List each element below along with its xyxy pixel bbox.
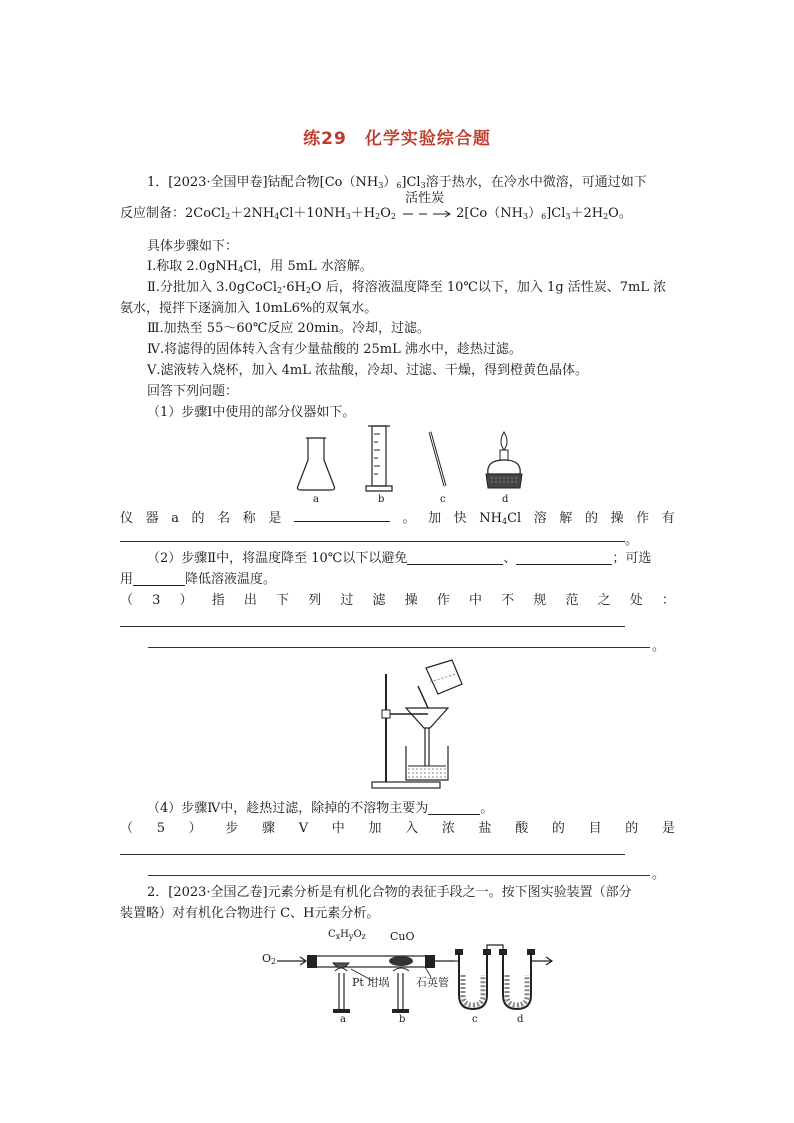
- beaker-icon: [406, 746, 448, 780]
- q2-line1: 2．[2023·全国乙卷]元素分析是有机化合物的表征手段之一。按下图实验装置（部分: [147, 885, 632, 900]
- answer-blank-avoid-2[interactable]: [516, 551, 612, 565]
- label-b: b: [378, 494, 385, 505]
- answer-heading: 回答下列问题：: [147, 384, 239, 399]
- answer-line[interactable]: [120, 854, 625, 855]
- step-1: Ⅰ.称取 2.0gNH$_4$Cl，用 5mL 水溶解。: [147, 259, 373, 274]
- graduated-cylinder-icon: [366, 426, 392, 491]
- catalyst-label: 活性炭: [405, 191, 445, 206]
- u-tube-d-icon: [487, 945, 552, 1009]
- quartz-tube-label: 石英管: [416, 976, 449, 989]
- answer-blank-insoluble[interactable]: [428, 801, 480, 815]
- label-b: b: [399, 1014, 406, 1025]
- arrow-icon: [403, 209, 453, 219]
- period: 。: [652, 867, 666, 882]
- label-c: c: [472, 1014, 478, 1025]
- glass-rod-icon: [430, 432, 445, 486]
- q1-part2-cont: 用 降低溶液温度。: [120, 572, 277, 587]
- answer-blank-avoid-1[interactable]: [407, 551, 503, 565]
- q1-part1: （1）步骤Ⅰ中使用的部分仪器如下。: [147, 405, 356, 420]
- q1-part3: （ 3 ） 指 出 下 列 过 滤 操 作 中 不 规 范 之 处 ：: [120, 593, 675, 608]
- quartz-tube-icon: [307, 955, 455, 968]
- answer-line[interactable]: [148, 647, 650, 648]
- steps-heading: 具体步骤如下：: [147, 239, 239, 254]
- conical-flask-icon: [297, 438, 334, 490]
- page-title: 练29 化学实验综合题: [303, 129, 491, 149]
- label-a: a: [313, 494, 319, 505]
- label-a: a: [340, 1014, 346, 1025]
- answer-line[interactable]: [120, 626, 625, 627]
- cuo-packing-icon: [389, 956, 413, 966]
- alcohol-lamp-icon: [486, 432, 522, 488]
- step-3: Ⅲ.加热至 55～60℃反应 20min。冷却，过滤。: [147, 321, 430, 336]
- q1-part2: （2）步骤Ⅱ中，将温度降至 10℃以下以避免 、 ；可选: [147, 551, 652, 566]
- pouring-beaker-icon: [418, 660, 462, 708]
- inlet-arrow: [277, 957, 306, 965]
- step-2-cont: 氨水，搅拌下逐滴加入 10mL6%的双氧水。: [120, 301, 378, 316]
- q1-part5: （ 5 ） 步 骤 Ⅴ 中 加 入 浓 盐 酸 的 目 的 是: [120, 821, 675, 836]
- burner-a-icon: [333, 968, 350, 1013]
- answer-blank-cooling[interactable]: [133, 572, 185, 586]
- q1-part4: （4）步骤Ⅳ中，趁热过滤，除掉的不溶物主要为 。: [147, 801, 494, 816]
- q1-stem-line1: 1．[2023·全国甲卷]钴配合物$[Co(NH_3)_6]Cl_3$溶于热水，在冷水中微溶，可通过如下: [147, 175, 647, 190]
- funnel-icon: [406, 708, 448, 766]
- q1-equation: 反应制备：$2CoCl_2+2NH_4Cl+10NH_3+H_2O_2$ 活性炭 $2[Co(NH_3)_6]Cl_3+2H_2O$。: [120, 191, 632, 221]
- answer-blank-a[interactable]: [294, 508, 390, 522]
- burner-b-icon: [392, 968, 409, 1013]
- period: 。: [652, 639, 666, 654]
- q2-line2: 装置略）对有机化合物进行 C、H元素分析。: [120, 906, 380, 921]
- reaction-arrow: [403, 191, 453, 223]
- answer-line[interactable]: [120, 541, 625, 542]
- o2-label: $O_2$: [262, 952, 277, 966]
- sample-formula-label: $C_xH_yO_z$: [328, 929, 366, 941]
- cuo-label: CuO: [390, 930, 415, 943]
- step-4: Ⅳ.将滤得的固体转入含有少量盐酸的 25mL 沸水中，趁热过滤。: [147, 342, 522, 357]
- label-c: c: [440, 494, 446, 505]
- period: 。: [625, 533, 639, 548]
- step-5: Ⅴ.滤液转入烧杯，加入 4mL 浓盐酸，冷却、过滤、干燥，得到橙黄色晶体。: [147, 363, 589, 378]
- answer-line[interactable]: [148, 875, 650, 876]
- pt-crucible-label: Pt 坩埚: [352, 976, 390, 989]
- label-d: d: [502, 494, 509, 505]
- step-2: Ⅱ.分批加入 $3.0gCoCl_2\cdot 6H_2O$ 后，将溶液温度降至 10℃以下，加入 1g 活性炭、7mL 浓: [147, 280, 667, 295]
- instruments-figure: [292, 420, 532, 510]
- q1-part1-answer-line: 仪 器 a 的 名 称 是 。 加 快 $NH_4Cl$ 溶 解 的 操 作 有: [120, 508, 675, 531]
- label-d: d: [517, 1014, 524, 1025]
- filtration-figure: [368, 656, 478, 790]
- u-tube-c-icon: [455, 949, 491, 1009]
